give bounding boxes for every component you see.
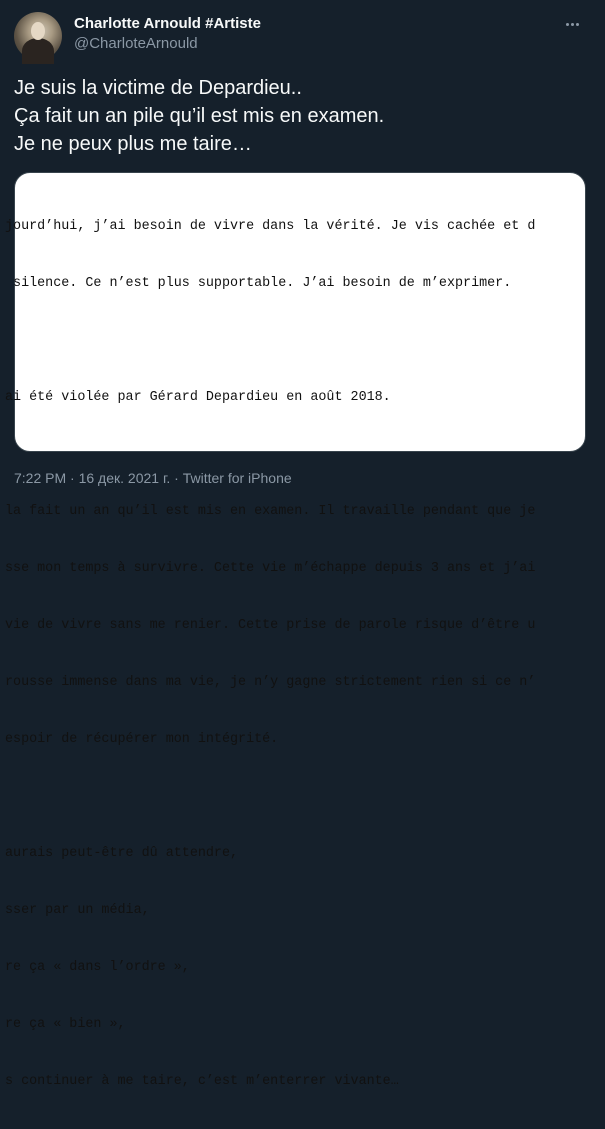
more-icon[interactable] [560,14,584,34]
image-text-line: sser par un média, [5,903,150,918]
image-text-line: vie de vivre sans me renier. Cette prise de parole risque d’être u [5,618,536,633]
tweet-text [14,74,584,158]
tweet-source-link[interactable]: Twitter for iPhone [182,470,292,486]
avatar-face [31,22,45,40]
meta-separator: · [66,470,79,486]
image-text-line: re ça « bien », [5,1017,126,1032]
avatar-figure [22,38,54,64]
image-text-line: la fait un an qu’il est mis en examen. Il travaille pendant que je [5,504,536,519]
image-text-line: jourd’hui, j’ai besoin de vivre dans la vérité. Je vis cachée et d [5,219,536,234]
meta-separator: · [170,470,183,486]
image-text-line: silence. Ce n’est plus supportable. J’ai besoin de m’exprimer. [5,276,512,291]
image-text [5,179,605,1129]
image-text-line: aurais peut-être dû attendre, [5,846,239,861]
image-text-line [5,331,605,350]
image-text-line: rousse immense dans ma vie, je n’y gagne strictement rien si ce n’ [5,675,536,690]
image-text-line: sse mon temps à survivre. Cette vie m’échappe depuis 3 ans et j’ai [5,561,536,576]
user-info [74,14,261,54]
image-text-line [5,445,605,464]
tweet-date[interactable]: 16 дек. 2021 г. [78,470,171,486]
more-dot [576,23,579,26]
tweet-line: Je ne peux plus me taire… [14,133,252,155]
image-text-line: re ça « dans l’ordre », [5,960,190,975]
display-name[interactable]: Charlotte Arnould #Artiste [74,15,261,32]
image-text-line: espoir de récupérer mon intégrité. [5,732,279,747]
tweet-time[interactable]: 7:22 PM [14,470,67,486]
tweet-line: Ça fait un an pile qu’il est mis en examen. [14,105,385,127]
user-handle[interactable]: @CharloteArnould [74,35,198,52]
image-text-line: s continuer à me taire, c’est m’enterrer vivante… [5,1074,399,1089]
tweet-line: Je suis la victime de Depardieu.. [14,77,302,99]
avatar[interactable] [14,12,62,60]
tweet-meta [14,470,292,486]
more-dot [566,23,569,26]
image-text-line [5,787,605,806]
image-text-line: ai été violée par Gérard Depardieu en août 2018. [5,390,391,405]
more-dot [571,23,574,26]
